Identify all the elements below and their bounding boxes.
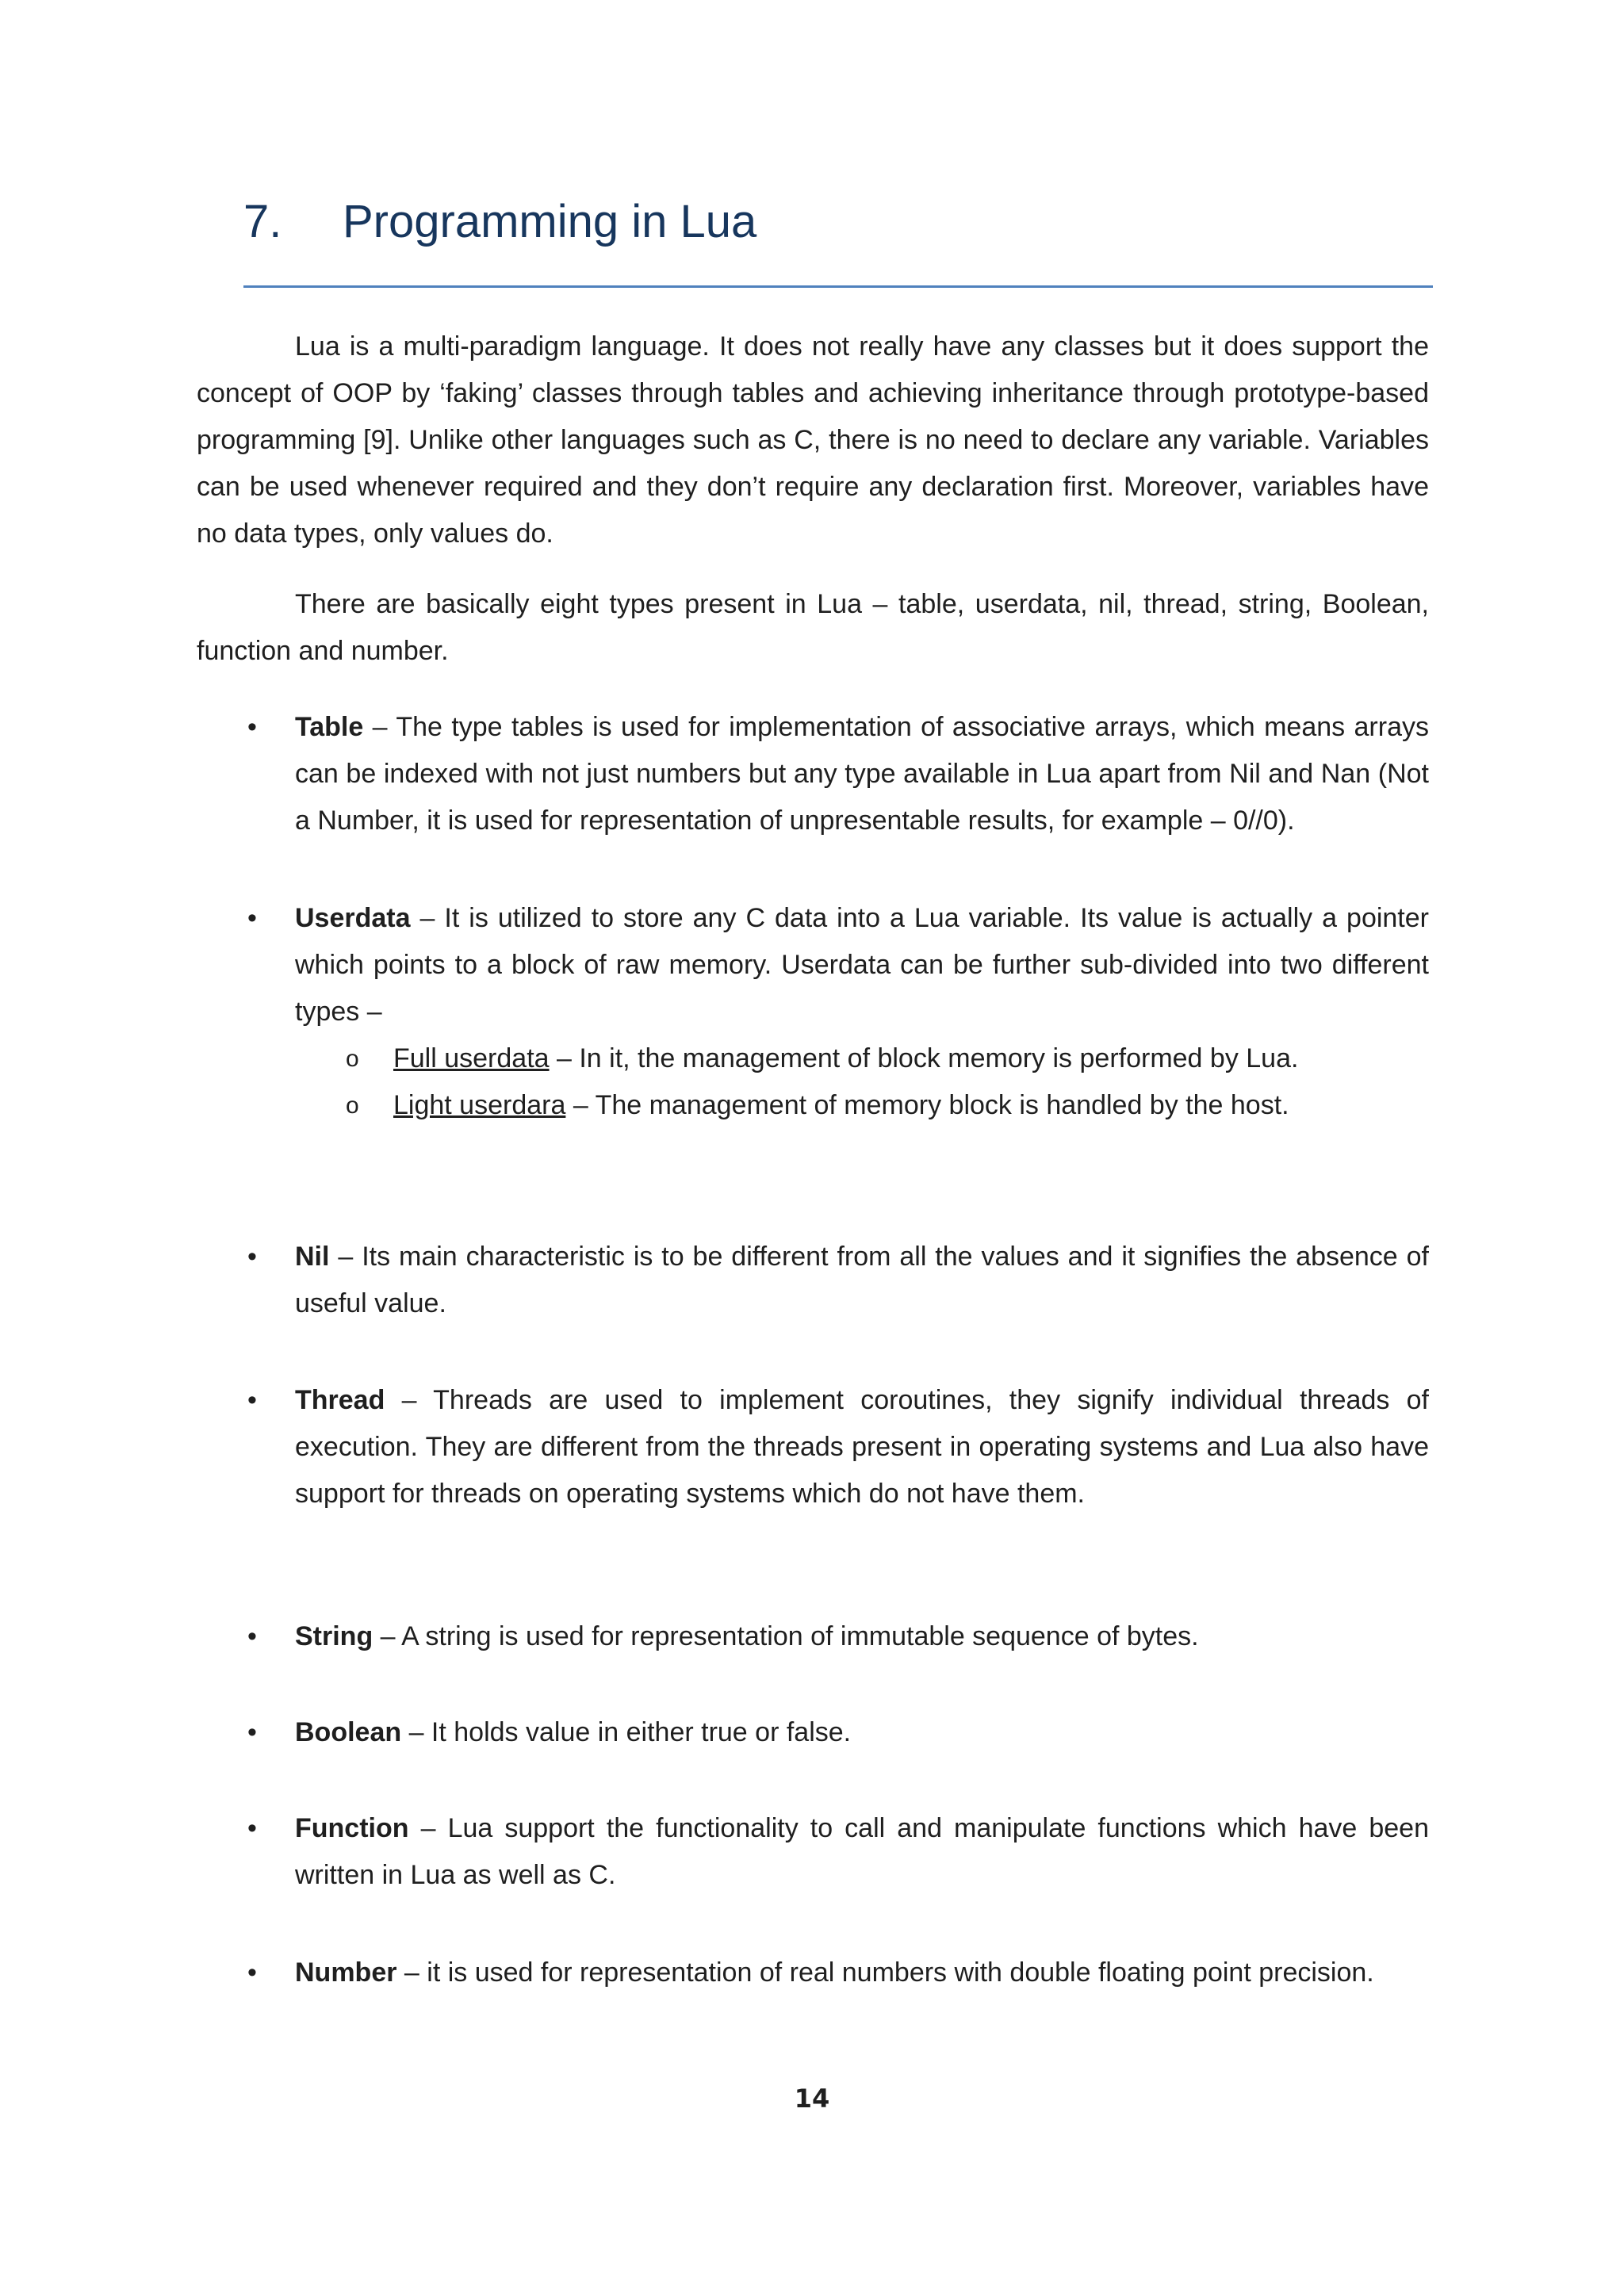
term-label: Function [295,1813,409,1843]
list-item-nil [197,1234,1429,1327]
list-item-userdata [197,895,1429,1129]
term-label: Table [295,712,364,742]
sub-item-full-userdata [197,1035,1429,1082]
term-label: Boolean [295,1717,402,1747]
term-label: Nil [295,1242,330,1272]
term-description: – It holds value in either true or false. [401,1717,852,1747]
list-item-function [197,1805,1429,1899]
sub-item-label: Full userdata [393,1043,550,1073]
list-item-number [197,1950,1429,1996]
term-description: – Lua support the functionality to call and manipulate functions which have been written in Lua as well as C. [295,1813,1429,1890]
circle-bullet-icon: o [346,1093,359,1119]
sub-item-light-userdata [197,1082,1429,1129]
bullet-icon: • [247,1385,257,1415]
bullet-icon: • [247,903,257,933]
term-label: String [295,1621,373,1651]
circle-bullet-icon: o [346,1046,359,1072]
term-label: Number [295,1957,397,1988]
sub-item-text: – In it, the management of block memory is performed by Lua. [549,1043,1299,1073]
page-number: 14 [794,2084,830,2114]
bullet-icon: • [247,1621,257,1651]
term-label: Userdata [295,903,411,933]
section-number: 7. [243,196,282,247]
term-description: – it is used for representation of real numbers with double floating point precision. [396,1957,1374,1988]
term-description: – The type tables is used for implementation of associative arrays, which means arrays can be indexed with not just numbers but any type available in Lua apart from Nil and Nan (Not a Number, it is used for representation of unpresentable results, for example – 0//0). [295,712,1429,836]
bullet-icon: • [247,1242,257,1272]
term-description: – Threads are used to implement coroutines, they signify individual threads of execution. They are different from the threads present in operating systems and Lua also have support for threads on operating systems which do not have them. [295,1385,1429,1509]
section-heading [243,190,1433,288]
list-item-table [197,704,1429,844]
list-item-string [197,1613,1429,1660]
intro-paragraph: Lua is a multi-paradigm language. It does not really have any classes but it does support the concept of OOP by ‘faking’ classes through tables and achieving inheritance through prototype-based programming [9]. Unlike other languages such as C, there is no need to declare any variable. Variables can be used whenever required and they don’t require any declaration first. Moreover, variables have no data types, only values do. [197,331,1429,549]
bullet-icon: • [247,1957,257,1988]
term-description: – It is utilized to store any C data into a Lua variable. Its value is actually a pointer which points to a block of raw memory. Userdata can be further sub-divided into two different types – [295,903,1429,1027]
sub-item-text: – The management of memory block is handled by the host. [565,1090,1289,1120]
bullet-icon: • [247,1717,257,1747]
types-paragraph: There are basically eight types present in Lua – table, userdata, nil, thread, string, Boolean, function and number. [197,589,1429,666]
term-description: – Its main characteristic is to be different from all the values and it signifies the absence of useful value. [295,1242,1429,1318]
list-item-thread [197,1377,1429,1517]
section-title: Programming in Lua [343,196,757,247]
bullet-icon: • [247,1813,257,1843]
list-item-boolean [197,1709,1429,1756]
bullet-icon: • [247,712,257,742]
term-label: Thread [295,1385,385,1415]
sub-item-label: Light userdara [393,1090,566,1120]
term-description: – A string is used for representation of immutable sequence of bytes. [373,1621,1199,1651]
